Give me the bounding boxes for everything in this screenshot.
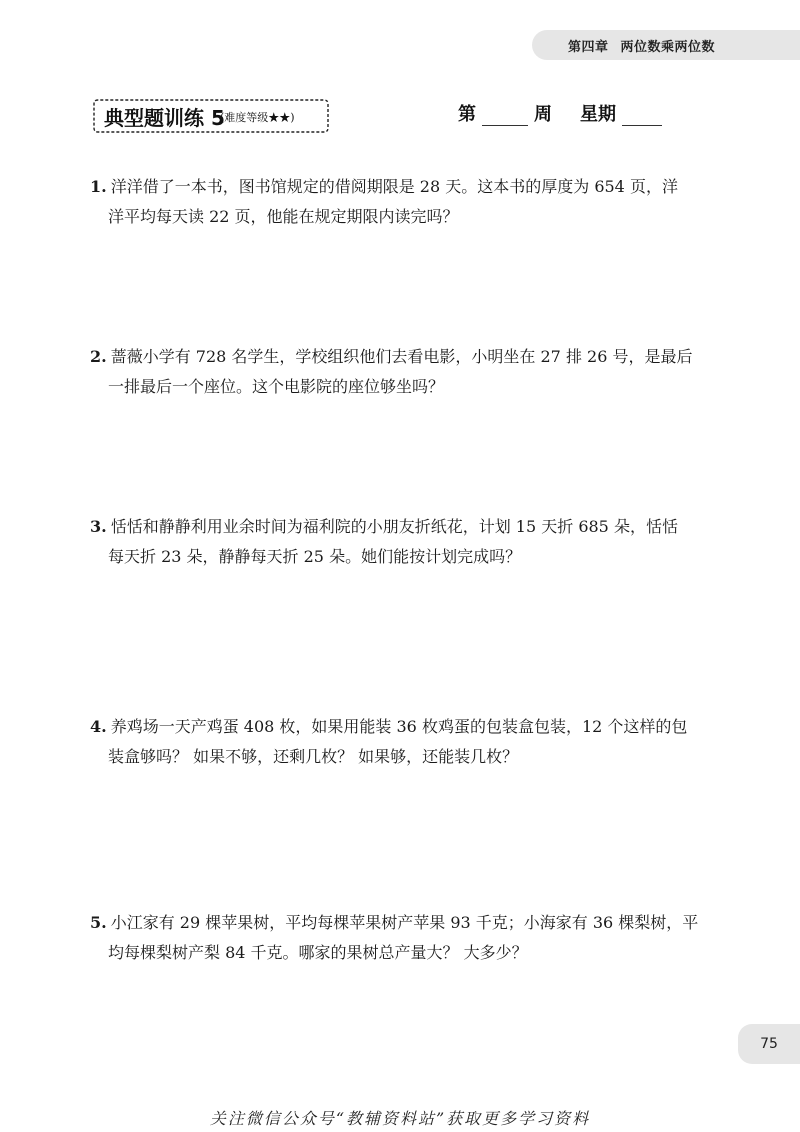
question-number: 5.: [90, 913, 107, 932]
question-3: [90, 512, 720, 572]
question-text: 装盒够吗？ 如果不够，还剩几枚？ 如果够，还能装几枚？: [108, 747, 519, 766]
section-title-box: [92, 96, 330, 136]
week-prefix: 第: [458, 104, 476, 125]
difficulty-label: (难度等级★★): [220, 111, 295, 124]
question-number: 2.: [90, 347, 107, 366]
question-5: [90, 908, 720, 968]
weekday-label: 星期: [580, 104, 616, 125]
page-number: 75: [738, 1024, 800, 1064]
question-text: 蔷薇小学有 728 名学生，学校组织他们去看电影，小明坐在 27 排 26 号，是最后: [110, 347, 693, 366]
question-text: 一排最后一个座位。这个电影院的座位够坐吗？: [108, 377, 445, 396]
chapter-header: [532, 30, 800, 60]
question-1: [90, 172, 720, 232]
question-text: 小江家有 29 棵苹果树，平均每棵苹果树产苹果 93 千克；小海家有 36 棵梨树，平: [110, 913, 699, 932]
question-text: 洋平均每天读 22 页，他能在规定期限内读完吗？: [108, 207, 459, 226]
question-4: [90, 712, 720, 772]
question-number: 1.: [90, 177, 107, 196]
question-number: 3.: [90, 517, 107, 536]
question-text: 均每棵梨树产梨 84 千克。哪家的果树总产量大？ 大多少？: [108, 943, 528, 962]
section-title: 典型题训练 5: [104, 106, 225, 130]
chapter-label: 第四章: [568, 39, 609, 55]
chapter-topic: 两位数乘两位数: [620, 39, 716, 55]
week-blank[interactable]: [482, 107, 528, 126]
question-number: 4.: [90, 717, 107, 736]
week-suffix: 周: [534, 104, 552, 125]
question-text: 恬恬和静静利用业余时间为福利院的小朋友折纸花，计划 15 天折 685 朵，恬恬: [110, 517, 678, 536]
question-text: 每天折 23 朵，静静每天折 25 朵。她们能按计划完成吗？: [108, 547, 522, 566]
weekday-blank[interactable]: [622, 107, 662, 126]
footer-note: 关注微信公众号“教辅资料站”获取更多学习资料: [209, 1109, 591, 1128]
question-2: [90, 342, 720, 402]
question-text: 洋洋借了一本书，图书馆规定的借阅期限是 28 天。这本书的厚度为 654 页，洋: [110, 177, 678, 196]
week-date-line: [458, 100, 662, 126]
question-text: 养鸡场一天产鸡蛋 408 枚，如果用能装 36 枚鸡蛋的包装盒包装，12 个这样的包: [110, 717, 688, 736]
